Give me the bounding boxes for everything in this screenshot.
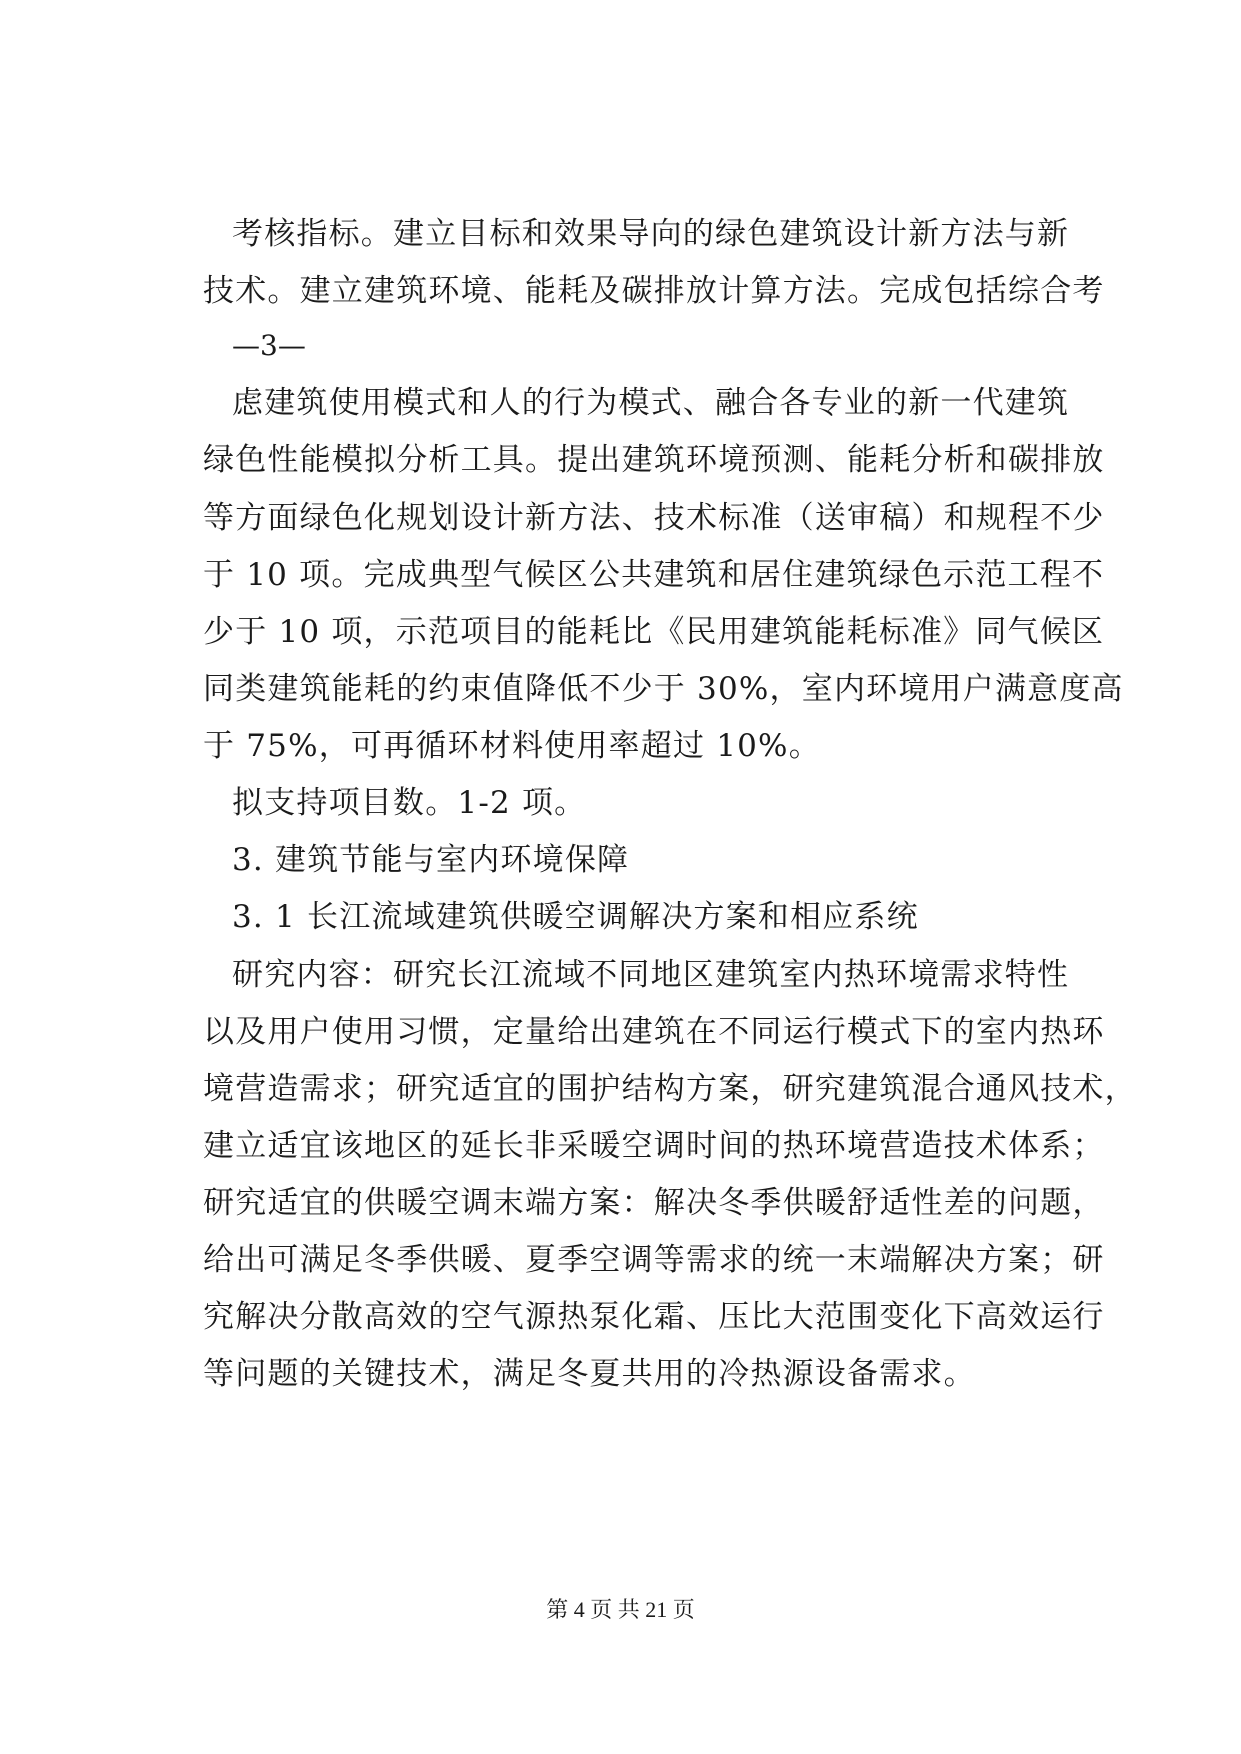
body-line: 研究适宜的供暖空调末端方案：解决冬季供暖舒适性差的问题， bbox=[203, 1185, 1105, 1221]
body-line: 等问题的关键技术，满足冬夏共用的冷热源设备需求。 bbox=[203, 1356, 976, 1392]
body-line: 绿色性能模拟分析工具。提出建筑环境预测、能耗分析和碳排放 bbox=[203, 442, 1105, 478]
body-line: 给出可满足冬季供暖、夏季空调等需求的统一末端解决方案；研 bbox=[203, 1242, 1105, 1278]
section-heading: 3. 建筑节能与室内环境保障 bbox=[232, 842, 630, 878]
body-line: 究解决分散高效的空气源热泵化霜、压比大范围变化下高效运行 bbox=[203, 1299, 1105, 1335]
body-line: 以及用户使用习惯，定量给出建筑在不同运行模式下的室内热环 bbox=[203, 1014, 1105, 1050]
body-line: 等方面绿色化规划设计新方法、技术标准（送审稿）和规程不少 bbox=[203, 500, 1105, 536]
body-line: 境营造需求；研究适宜的围护结构方案，研究建筑混合通风技术， bbox=[203, 1071, 1137, 1107]
body-line: 少于 10 项，示范项目的能耗比《民用建筑能耗标准》同气候区 bbox=[203, 614, 1105, 650]
body-line: 建立适宜该地区的延长非采暖空调时间的热环境营造技术体系； bbox=[203, 1128, 1105, 1164]
body-line: 于 10 项。完成典型气候区公共建筑和居住建筑绿色示范工程不 bbox=[203, 557, 1105, 593]
page-footer: 第 4 页 共 21 页 bbox=[546, 1597, 695, 1622]
subsection-heading: 3. 1 长江流域建筑供暖空调解决方案和相应系统 bbox=[232, 899, 919, 935]
body-line: 研究内容：研究长江流域不同地区建筑室内热环境需求特性 bbox=[232, 957, 1070, 993]
body-line: 拟支持项目数。1-2 项。 bbox=[232, 785, 587, 821]
body-line: 同类建筑能耗的约束值降低不少于 30%，室内环境用户满意度高 bbox=[203, 671, 1124, 707]
body-line: 虑建筑使用模式和人的行为模式、融合各专业的新一代建筑 bbox=[232, 385, 1070, 421]
body-line: 技术。建立建筑环境、能耗及碳排放计算方法。完成包括综合考 bbox=[203, 273, 1105, 309]
body-line: 考核指标。建立目标和效果导向的绿色建筑设计新方法与新 bbox=[232, 216, 1070, 252]
body-line: 于 75%，可再循环材料使用率超过 10%。 bbox=[203, 728, 821, 764]
page-marker: —3— bbox=[232, 329, 306, 362]
